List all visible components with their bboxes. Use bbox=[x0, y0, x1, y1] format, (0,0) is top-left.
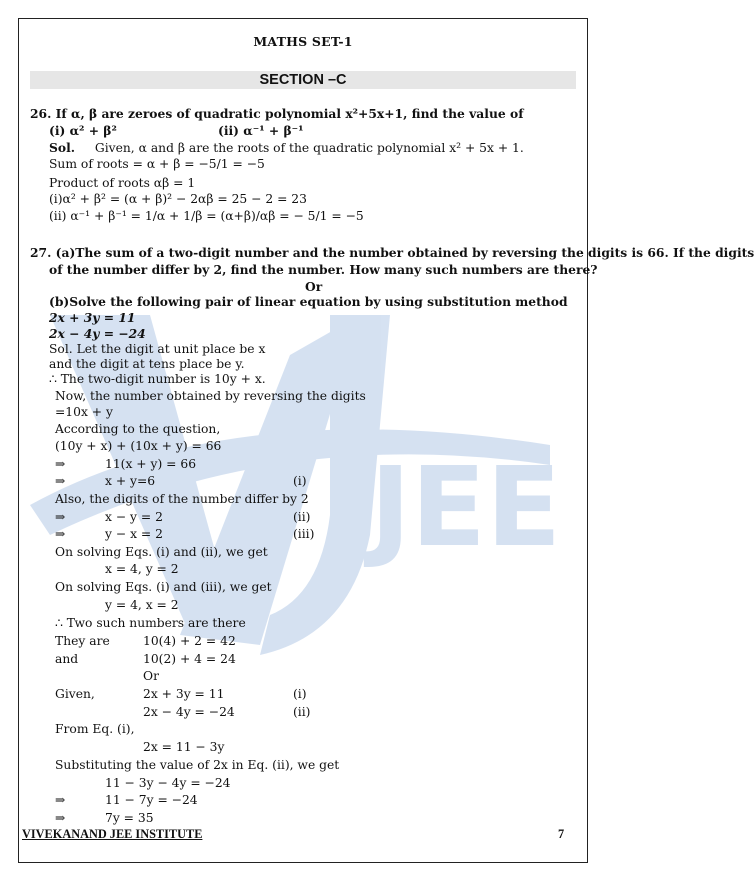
q27-given-eq2: 2x − 4y = −24 bbox=[143, 705, 235, 719]
q26-line-ii: (ii) α⁻¹ + β⁻¹ = 1/α + 1/β = (α+β)/αβ = − 5/1 = −5 bbox=[49, 209, 364, 223]
q27-sub-2: 11 − 7y = −24 bbox=[105, 793, 198, 807]
q26-question: 26. If α, β are zeroes of quadratic polynomial x²+5x+1, find the value of bbox=[30, 106, 524, 121]
q27-step-3: x − y = 2 bbox=[105, 510, 163, 524]
q27-sol-line-6: According to the question, bbox=[55, 422, 221, 436]
q27-number-2: 10(2) + 4 = 24 bbox=[143, 652, 236, 666]
footer-institute-name: VIVEKANAND JEE INSTITUTE bbox=[22, 827, 203, 841]
q26-sum-of-roots: Sum of roots = α + β = −5/1 = −5 bbox=[49, 157, 265, 171]
equation-tag: (ii) bbox=[293, 510, 311, 524]
q27-given-label: Given, bbox=[55, 687, 95, 701]
q27-part-b: (b)Solve the following pair of linear equation by using substitution method bbox=[49, 294, 568, 309]
implies-symbol: ⇒ bbox=[55, 811, 66, 825]
implies-symbol: ⇒ bbox=[55, 474, 66, 488]
q27-substitute-text: Substituting the value of 2x in Eq. (ii), we get bbox=[55, 758, 340, 772]
section-title: SECTION –C bbox=[30, 71, 576, 89]
q27-step-1: 11(x + y) = 66 bbox=[105, 457, 197, 471]
q27-sub-1: 11 − 3y − 4y = −24 bbox=[105, 776, 231, 790]
implies-symbol: ⇒ bbox=[55, 793, 66, 807]
q27-step-2: x + y=6 bbox=[105, 474, 156, 488]
implies-symbol: ⇒ bbox=[55, 510, 66, 524]
q27-number-1: 10(4) + 2 = 42 bbox=[143, 634, 236, 648]
page-header-title: MATHS SET-1 bbox=[253, 34, 353, 49]
q27-part-a-line1: 27. (a)The sum of a two-digit number and the number obtained by reversing the digits is 66. If the digits bbox=[30, 245, 754, 260]
q26-part-ii: (ii) α⁻¹ + β⁻¹ bbox=[218, 123, 304, 138]
q27-two-such: ∴ Two such numbers are there bbox=[55, 616, 246, 630]
equation-tag: (i) bbox=[293, 687, 307, 701]
q27-result-1: x = 4, y = 2 bbox=[105, 562, 179, 576]
q27-sub-3: 7y = 35 bbox=[105, 811, 154, 825]
q26-sol-label: Sol. bbox=[49, 140, 76, 155]
equation-tag: (iii) bbox=[293, 527, 315, 541]
equation-tag: (i) bbox=[293, 474, 307, 488]
implies-symbol: ⇒ bbox=[55, 527, 66, 541]
q27-sol-line-1: Sol. Let the digit at unit place be x bbox=[49, 342, 266, 356]
q27-sol-line-5: =10x + y bbox=[55, 405, 113, 419]
q27-step-4: y − x = 2 bbox=[105, 527, 163, 541]
q27-sol-line-7: (10y + x) + (10x + y) = 66 bbox=[55, 439, 222, 453]
q27-eq2: 2x − 4y = −24 bbox=[49, 326, 146, 341]
q27-result-2: y = 4, x = 2 bbox=[105, 598, 179, 612]
q27-from-eq: From Eq. (i), bbox=[55, 722, 135, 736]
svg-text:JEE: JEE bbox=[370, 443, 562, 571]
page-number: 7 bbox=[558, 827, 565, 841]
q27-differ-text: Also, the digits of the number differ by 2 bbox=[55, 492, 309, 506]
q26-part-i: (i) α² + β² bbox=[49, 123, 117, 138]
q27-or-2: Or bbox=[143, 669, 159, 683]
q27-eq1: 2x + 3y = 11 bbox=[49, 310, 136, 325]
implies-symbol: ⇒ bbox=[55, 457, 66, 471]
q27-they-are: They are bbox=[55, 634, 110, 648]
q27-sol-line-4: Now, the number obtained by reversing the digits bbox=[55, 389, 366, 403]
q27-part-a-line2: of the number differ by 2, find the number. How many such numbers are there? bbox=[49, 262, 598, 277]
equation-tag: (ii) bbox=[293, 705, 311, 719]
q27-and-label: and bbox=[55, 652, 79, 666]
q26-product-of-roots: Product of roots αβ = 1 bbox=[49, 176, 196, 190]
q27-sol-line-2: and the digit at tens place be y. bbox=[49, 357, 245, 371]
q27-sol-line-3: ∴ The two-digit number is 10y + x. bbox=[49, 372, 266, 386]
q27-solve-i-iii: On solving Eqs. (i) and (iii), we get bbox=[55, 580, 272, 594]
q27-given-eq1: 2x + 3y = 11 bbox=[143, 687, 225, 701]
q26-line-i: (i)α² + β² = (α + β)² − 2αβ = 25 − 2 = 23 bbox=[49, 192, 307, 206]
q27-from-result: 2x = 11 − 3y bbox=[143, 740, 225, 754]
q27-solve-i-ii: On solving Eqs. (i) and (ii), we get bbox=[55, 545, 268, 559]
q27-or-label: Or bbox=[305, 279, 323, 294]
q26-sol-given: Given, α and β are the roots of the quadratic polynomial x² + 5x + 1. bbox=[94, 141, 524, 155]
